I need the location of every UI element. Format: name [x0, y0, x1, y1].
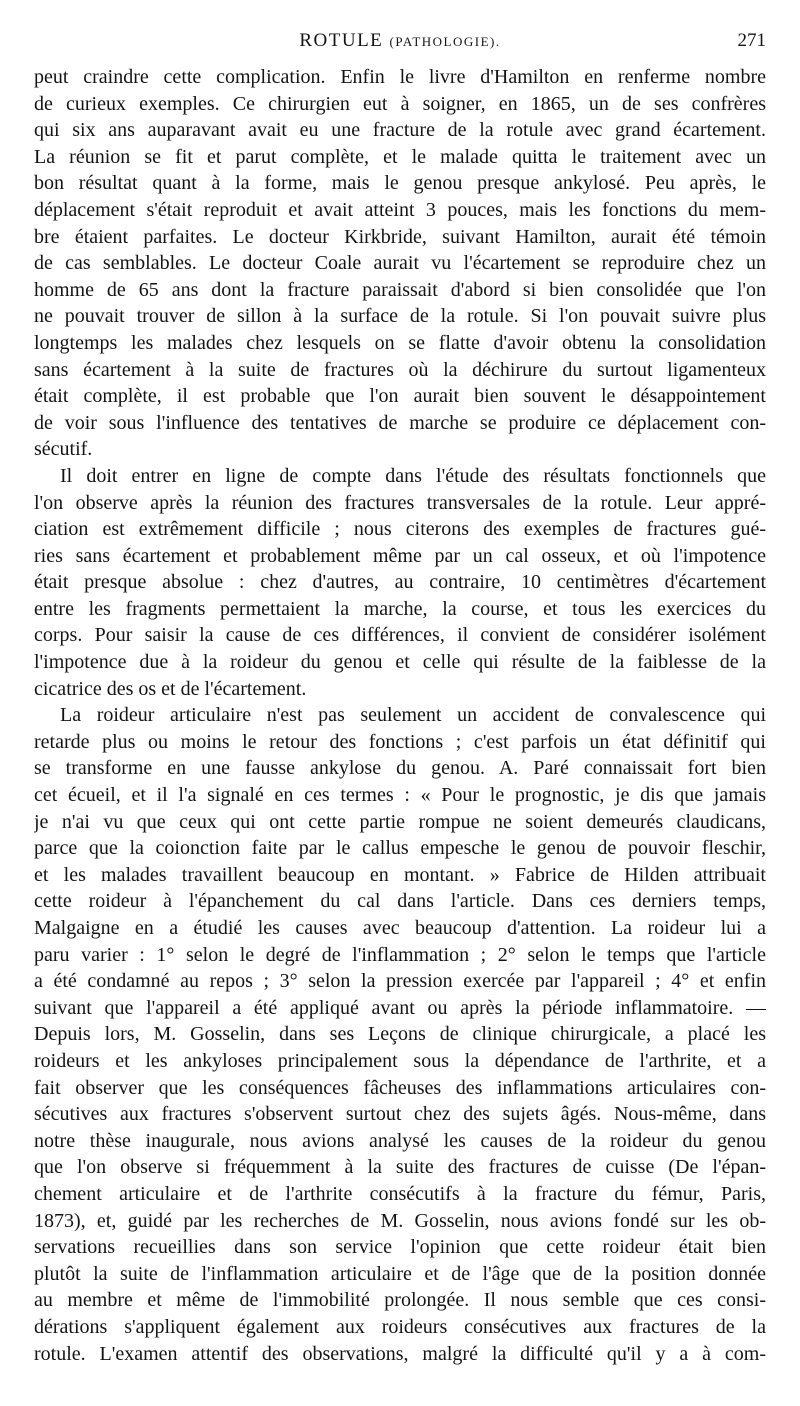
text-line: l'on observe après la réunion des fractures transversales de la rotule. Leur appré-: [34, 491, 766, 514]
text-line: bon résultat quant à la forme, mais le genou presque ankylosé. Peu après, le: [34, 172, 766, 195]
text-line: chement articulaire et de l'arthrite consécutifs à la fracture du fémur, Paris,: [34, 1182, 766, 1205]
text-line: que l'on observe si fréquemment à la suite des fractures de cuisse (De l'épan-: [34, 1156, 766, 1179]
text-line: de cas semblables. Le docteur Coale aurait vu l'écartement se reproduire chez un: [34, 252, 766, 275]
running-title-subtitle: (PATHOLOGIE).: [389, 34, 501, 49]
text-line: parce que la coionction faite par le callus empesche le genou de pouvoir fleschir,: [34, 837, 766, 860]
text-line: cicatrice des os et de l'écartement.: [34, 677, 307, 700]
running-header: [34, 30, 766, 58]
text-line: corps. Pour saisir la cause de ces différences, il convient de considérer isolément: [34, 624, 766, 647]
text-line: peut craindre cette complication. Enfin le livre d'Hamilton en renferme nombre: [34, 66, 766, 88]
text-line: de curieux exemples. Ce chirurgien eut à soigner, en 1865, un de ses confrères: [34, 92, 766, 115]
page-number: 271: [737, 30, 766, 51]
text-line: qui six ans auparavant avait eu une fracture de la rotule avec grand écartement.: [34, 119, 766, 142]
text-line: notre thèse inaugurale, nous avions analysé les causes de la roideur du genou: [34, 1129, 766, 1152]
running-title-main: ROTULE: [299, 30, 384, 51]
text-line: a été condamné au repos ; 3° selon la pression exercée par l'appareil ; 4° et enfin: [34, 970, 766, 993]
text-line: paru varier : 1° selon le degré de l'inflammation ; 2° selon le temps que l'article: [34, 943, 766, 966]
text-line: l'impotence due à la roideur du genou et celle qui résulte de la faiblesse de la: [34, 651, 766, 674]
text-line: retarde plus ou moins le retour des fonctions ; c'est parfois un état définitif qui: [34, 730, 766, 753]
text-line: au membre et même de l'immobilité prolongée. Il nous semble que ces consi-: [34, 1289, 766, 1312]
text-line: plutôt la suite de l'inflammation articulaire et de l'âge que de la position donnée: [34, 1262, 766, 1285]
text-line: roideurs et les ankyloses principalement sous la dépendance de l'arthrite, et a: [34, 1049, 766, 1072]
text-line: de voir sous l'influence des tentatives de marche se produire ce déplacement con-: [34, 411, 766, 434]
text-line: se transforme en une fausse ankylose du genou. A. Paré connaissait fort bien: [34, 757, 766, 780]
text-line: cet écueil, et il l'a signalé en ces termes : « Pour le prognostic, je dis que jamais: [34, 784, 766, 807]
text-line: sans écartement à la suite de fractures où la déchirure du surtout ligamenteux: [34, 358, 766, 381]
text-line: sécutif.: [34, 438, 93, 461]
text-line: sécutives aux fractures s'observent surtout chez des sujets âgés. Nous-même, dans: [34, 1103, 766, 1126]
text-line: Depuis lors, M. Gosselin, dans ses Leçons de clinique chirurgicale, a placé les: [34, 1023, 766, 1046]
text-line: homme de 65 ans dont la fracture paraissait d'abord si bien consolidée que l'on: [34, 278, 766, 301]
text-line: La roideur articulaire n'est pas seulement un accident de convalescence qui: [60, 704, 766, 727]
text-line: longtemps les malades chez lesquels on se flatte d'avoir obtenu la consolidation: [34, 331, 766, 354]
text-line: ries sans écartement et probablement même par un cal osseux, et où l'impotence: [34, 544, 766, 567]
text-line: dérations s'appliquent également aux roideurs consécutives aux fractures de la: [34, 1315, 766, 1338]
text-line: cette roideur à l'épanchement du cal dans l'article. Dans ces derniers temps,: [34, 890, 766, 913]
text-line: et les malades travaillent beaucoup en montant. » Fabrice de Hilden attribuait: [34, 863, 766, 886]
text-line: ne pouvait trouver de sillon à la surface de la rotule. Si l'on pouvait suivre plus: [34, 305, 766, 328]
page-body: [34, 64, 766, 1367]
text-line: entre les fragments permettaient la marche, la course, et tous les exercices du: [34, 597, 766, 620]
text-line: déplacement s'était reproduit et avait atteint 3 pouces, mais les fonctions du mem-: [34, 198, 766, 221]
text-line: ciation est extrêmement difficile ; nous citerons des exemples de fractures gué-: [34, 518, 766, 541]
text-line: Il doit entrer en ligne de compte dans l'étude des résultats fonctionnels que: [60, 464, 766, 487]
text-line: était presque absolue : chez d'autres, au contraire, 10 centimètres d'écartement: [34, 571, 766, 594]
text-line: 1873), et, guidé par les recherches de M. Gosselin, nous avions fondé sur les ob-: [34, 1209, 766, 1232]
text-line: fait observer que les conséquences fâcheuses des inflammations articulaires con-: [34, 1076, 766, 1099]
text-line: suivant que l'appareil a été appliqué avant ou après la période inflammatoire. —: [34, 996, 766, 1019]
text-line: rotule. L'examen attentif des observations, malgré la difficulté qu'il y a à com-: [34, 1342, 766, 1365]
text-line: Malgaigne en a étudié les causes avec beaucoup d'attention. La roideur lui a: [34, 917, 766, 939]
text-line: servations recueillies dans son service l'opinion que cette roideur était bien: [34, 1236, 766, 1259]
text-line: La réunion se fit et parut complète, et le malade quitta le traitement avec un: [34, 145, 766, 168]
text-line: était complète, il est probable que l'on aurait bien souvent le désappointement: [34, 385, 766, 408]
text-line: je n'ai vu que ceux qui ont cette partie rompue ne soient demeurés claudicans,: [34, 810, 766, 833]
text-line: bre étaient parfaites. Le docteur Kirkbride, suivant Hamilton, aurait été témoin: [34, 225, 766, 248]
running-title: [34, 30, 766, 52]
